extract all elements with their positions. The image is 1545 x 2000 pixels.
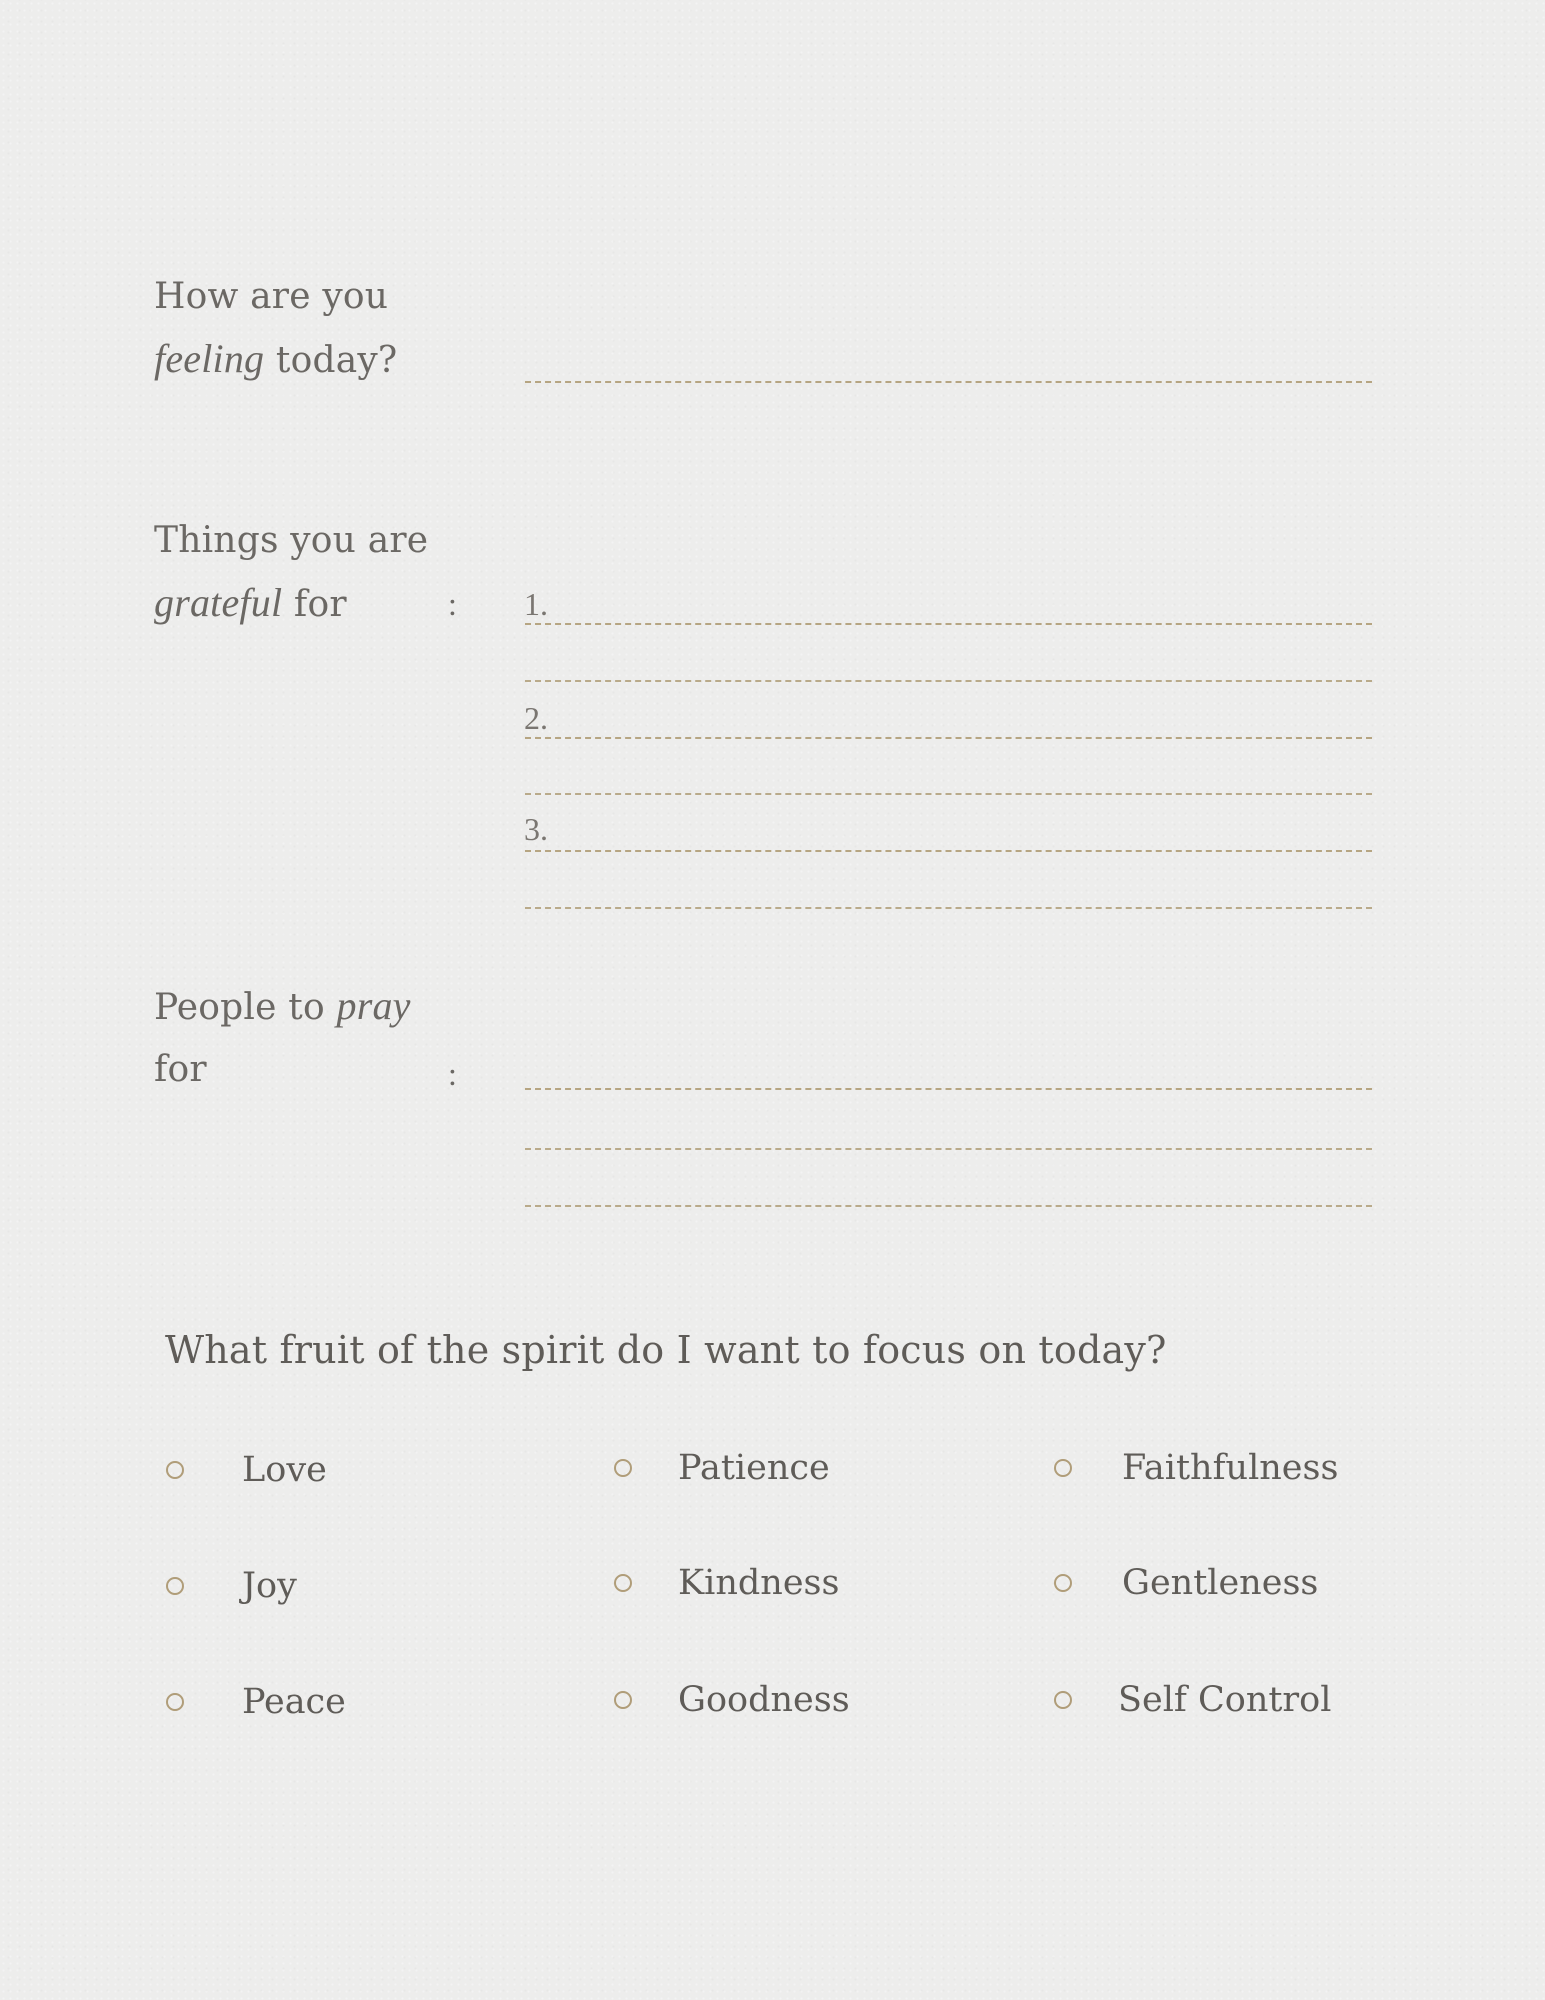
radio-circle-icon[interactable] (614, 1574, 632, 1592)
fruit-option-label: Joy (242, 1566, 297, 1606)
fruit-option-label: Peace (242, 1682, 346, 1722)
fruit-option-label: Patience (678, 1448, 830, 1488)
fruit-option-label: Faithfulness (1122, 1448, 1339, 1488)
pray-line-1[interactable] (525, 1088, 1372, 1090)
radio-circle-icon[interactable] (166, 1693, 184, 1711)
fruit-option-kindness[interactable] (614, 1563, 839, 1603)
pray-question-line2: for (154, 1049, 207, 1090)
pray-question-line1 (154, 975, 411, 1039)
radio-circle-icon[interactable] (166, 1461, 184, 1479)
feeling-rest: today? (275, 340, 398, 381)
grateful-line-3a[interactable] (525, 850, 1372, 852)
radio-circle-icon[interactable] (614, 1691, 632, 1709)
grateful-number-3: 3. (524, 811, 548, 847)
grateful-rest: for (293, 584, 347, 625)
grateful-line-3b[interactable] (525, 907, 1372, 909)
fruit-option-label: Self Control (1118, 1680, 1332, 1720)
radio-circle-icon[interactable] (1054, 1574, 1072, 1592)
pray-emphasis: pray (336, 983, 411, 1028)
fruit-option-patience[interactable] (614, 1448, 830, 1488)
grateful-line-1a[interactable] (525, 623, 1372, 625)
feeling-answer-line[interactable] (525, 381, 1372, 383)
fruit-option-love[interactable] (166, 1450, 327, 1490)
grateful-emphasis: grateful (154, 580, 283, 625)
fruit-option-self-control[interactable] (1054, 1680, 1331, 1720)
feeling-question-line2 (154, 328, 397, 392)
fruit-option-label: Love (242, 1450, 327, 1490)
grateful-colon: : (448, 586, 457, 622)
pray-line-3[interactable] (525, 1205, 1372, 1207)
fruit-option-label: Kindness (678, 1563, 840, 1603)
grateful-question-line2 (154, 572, 428, 636)
radio-circle-icon[interactable] (614, 1459, 632, 1477)
radio-circle-icon[interactable] (1054, 1459, 1072, 1477)
fruit-option-peace[interactable] (166, 1682, 346, 1722)
fruit-option-label: Gentleness (1122, 1563, 1319, 1603)
fruit-option-joy[interactable] (166, 1566, 297, 1606)
fruit-question: What fruit of the spirit do I want to focus on today? (165, 1328, 1167, 1372)
grateful-question-line1: Things you are (154, 520, 429, 561)
grateful-question (154, 510, 428, 636)
feeling-emphasis: feeling (154, 336, 265, 381)
grateful-number-1: 1. (524, 586, 548, 622)
pray-pre: People to (154, 987, 325, 1028)
fruit-option-goodness[interactable] (614, 1680, 850, 1720)
grateful-line-2b[interactable] (525, 793, 1372, 795)
fruit-option-label: Goodness (678, 1680, 850, 1720)
pray-line-2[interactable] (525, 1148, 1372, 1150)
feeling-question (154, 266, 397, 392)
pray-question (154, 975, 411, 1101)
feeling-question-line1: How are you (154, 276, 389, 317)
radio-circle-icon[interactable] (1054, 1691, 1072, 1709)
pray-colon: : (448, 1056, 457, 1092)
fruit-option-faithfulness[interactable] (1054, 1448, 1338, 1488)
radio-circle-icon[interactable] (166, 1577, 184, 1595)
fruit-option-gentleness[interactable] (1054, 1563, 1318, 1603)
grateful-line-2a[interactable] (525, 737, 1372, 739)
grateful-number-2: 2. (524, 700, 548, 736)
grateful-line-1b[interactable] (525, 680, 1372, 682)
